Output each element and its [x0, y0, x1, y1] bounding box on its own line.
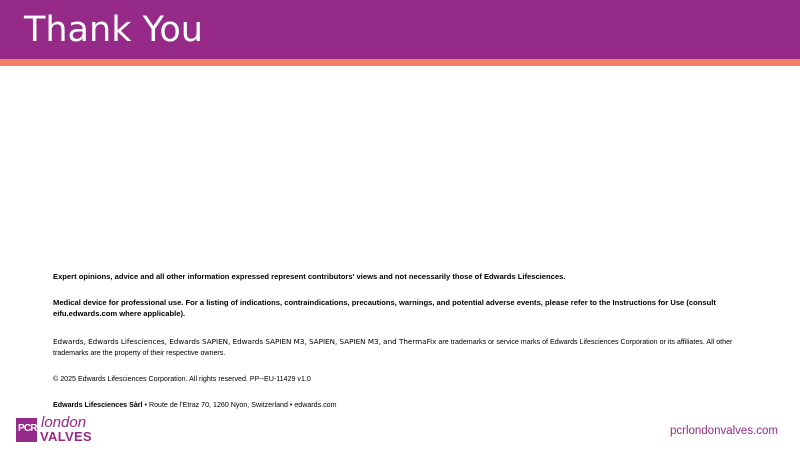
logo-london-text: london: [41, 414, 87, 431]
company-name: Edwards Lifesciences Sàrl: [53, 401, 143, 409]
trademark-text: are trademarks or service marks of Edwards Lifesciences Corporation or its affiliates. All other trademarks are the property of their respective owners.: [53, 338, 733, 357]
logo-pcr-text: PCR: [18, 423, 37, 434]
pcr-london-valves-logo: [16, 414, 106, 444]
company-address: • Route de l'Etraz 70, 1260 Nyon, Switzerland • edwards.com: [142, 401, 337, 409]
logo-valves-text: VALVES: [40, 429, 92, 444]
opinions-disclaimer: Expert opinions, advice and all other information expressed represent contributors' views and not necessarily those of Edwards Lifesciences.: [53, 272, 566, 281]
trademark-names: Edwards, Edwards Lifesciences, Edwards SAPIEN, Edwards SAPIEN M3, SAPIEN, SAPIEN M3, and ThermaFix: [53, 337, 437, 346]
copyright-notice: © 2025 Edwards Lifesciences Corporation. All rights reserved. PP--EU-11429 v1.0: [53, 375, 311, 383]
accent-stripe: [0, 59, 800, 66]
medical-device-disclaimer: Medical device for professional use. For a listing of indications, contraindications, precautions, warnings, and potential adverse events, please refer to the Instructions for Use (consult eifu.edwards.com where applicable).: [53, 298, 716, 318]
logo-pcr-box: [16, 418, 37, 442]
title-banner: [0, 0, 800, 59]
website-link[interactable]: pcrlondonvalves.com: [669, 425, 778, 437]
trademark-notice: [53, 336, 763, 359]
company-info: [53, 400, 763, 411]
slide-title: Thank You: [24, 10, 203, 50]
